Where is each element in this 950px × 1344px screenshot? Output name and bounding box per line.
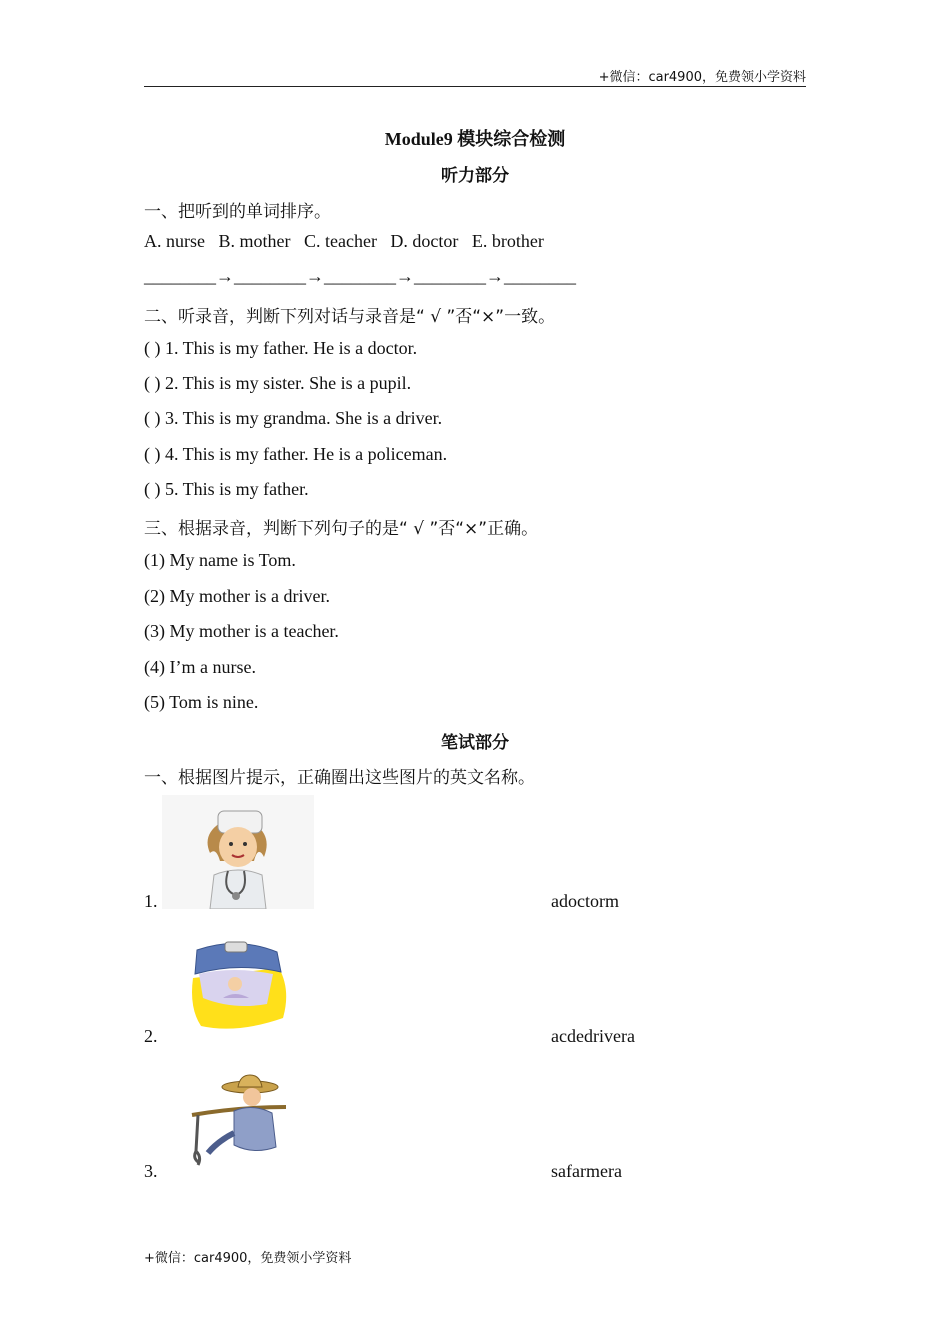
listening-part3-instruction: 三、根据录音，判断下列句子的是“ √ ”否“×”正确。: [144, 519, 539, 539]
listening-part3-item: (5) Tom is nine.: [144, 692, 259, 712]
listening-part3-item: (2) My mother is a driver.: [144, 586, 330, 606]
listening-part1-instruction: 一、把听到的单词排序。: [144, 202, 331, 222]
header-contact: +微信：car4900，免费领小学资料: [598, 70, 806, 85]
letter-string: safarmera: [551, 1161, 622, 1181]
footer-contact: +微信：car4900，免费领小学资料: [144, 1251, 352, 1266]
listening-part2-item: ( ) 1. This is my father. He is a doctor.: [144, 338, 418, 358]
listening-part2-item: ( ) 3. This is my grandma. She is a driver.: [144, 408, 443, 428]
listening-part3-item: (3) My mother is a teacher.: [144, 621, 339, 641]
listening-part2-item: ( ) 5. This is my father.: [144, 479, 309, 499]
taxi-driver-illustration: [187, 938, 291, 1032]
page-title: Module9 模块综合检测: [384, 129, 566, 149]
listening-part2-instruction: 二、听录音，判断下列对话与录音是“ √ ”否“×”一致。: [144, 307, 556, 327]
page-header: [144, 62, 806, 87]
listening-heading: 听力部分: [441, 166, 509, 186]
item-number: 3.: [144, 1161, 158, 1181]
listening-part2-item: ( ) 2. This is my sister. She is a pupil.: [144, 373, 412, 393]
farmer-illustration: [188, 1071, 288, 1169]
item-number: 1.: [144, 891, 158, 911]
listening-part3-item: (1) My name is Tom.: [144, 550, 296, 570]
ordering-blanks: ________→________→________→________→________: [144, 266, 576, 286]
letter-string: adoctorm: [551, 891, 619, 911]
writing-heading: 笔试部分: [441, 733, 509, 753]
writing-part1-instruction: 一、根据图片提示，正确圈出这些图片的英文名称。: [144, 768, 535, 788]
word-options: A. nurse B. mother C. teacher D. doctor E. brother: [144, 231, 544, 251]
item-number: 2.: [144, 1026, 158, 1046]
listening-part2-item: ( ) 4. This is my father. He is a policeman.: [144, 444, 448, 464]
letter-string: acdedrivera: [551, 1026, 635, 1046]
nurse-illustration: [162, 795, 314, 909]
listening-part3-item: (4) I’m a nurse.: [144, 657, 256, 677]
